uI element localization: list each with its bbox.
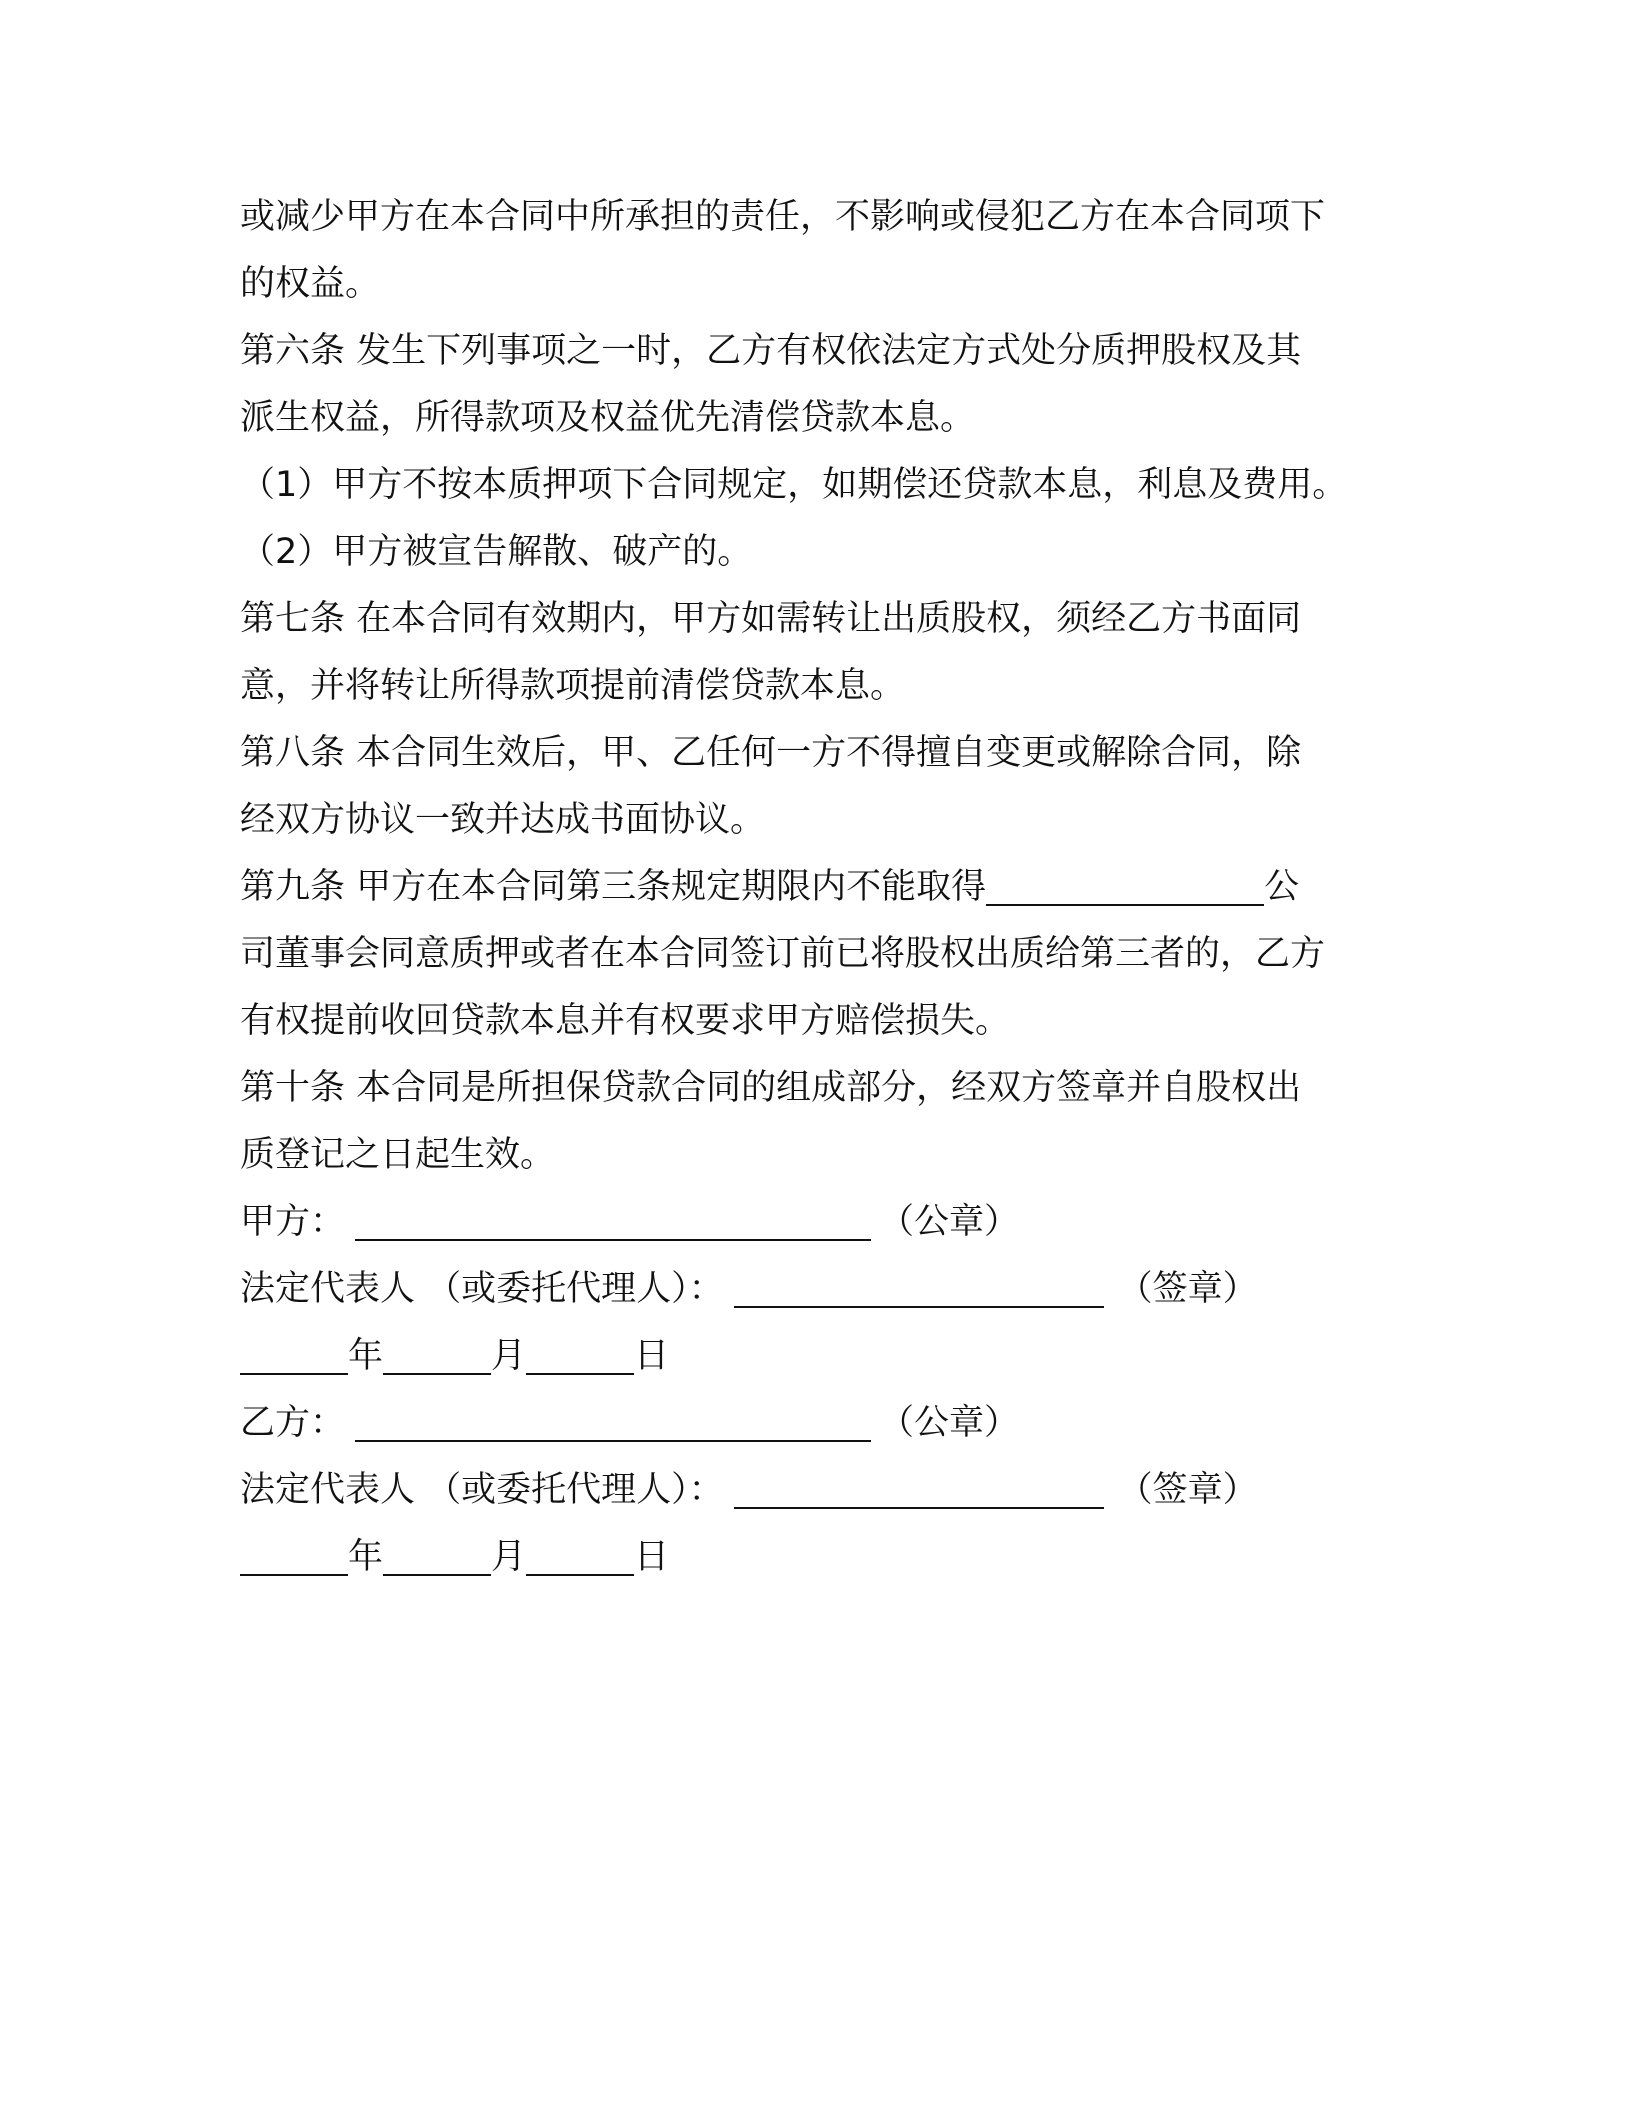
month-label: 月 (491, 1336, 527, 1376)
article-10-line: 质登记之日起生效。 (240, 1135, 556, 1175)
party-a-rep-blank[interactable] (734, 1270, 1104, 1308)
article-8-line: 第八条 本合同生效后，甲、乙任何一方不得擅自变更或解除合同，除 (240, 733, 1302, 773)
party-a-rep-row (240, 1265, 1258, 1313)
article-9-text: 第九条 甲方在本合同第三条规定期限内不能取得 (240, 867, 987, 907)
party-b-rep-label: 法定代表人 （或委托代理人）： (240, 1470, 724, 1510)
party-b-month-blank[interactable] (383, 1538, 491, 1576)
party-a-rep-seal-label: （签章） (1117, 1269, 1258, 1309)
party-a-year-blank[interactable] (240, 1337, 348, 1375)
party-b-rep-blank[interactable] (734, 1471, 1104, 1509)
party-a-day-blank[interactable] (526, 1337, 634, 1375)
party-b-day-blank[interactable] (526, 1538, 634, 1576)
paragraph-line: 的权益。 (240, 264, 381, 304)
article-9-line: 司董事会同意质押或者在本合同签订前已将股权出质给第三者的，乙方 (240, 934, 1326, 974)
article-7-line: 第七条 在本合同有效期内，甲方如需转让出质股权，须经乙方书面同 (240, 599, 1302, 639)
article-7-line: 意，并将转让所得款项提前清偿贷款本息。 (240, 666, 906, 706)
article-9-text-end: 公 (1264, 867, 1300, 907)
party-a-rep-label: 法定代表人 （或委托代理人）： (240, 1269, 724, 1309)
party-b-year-blank[interactable] (240, 1538, 348, 1576)
party-b-date-row (240, 1533, 669, 1581)
party-b-label: 乙方： (240, 1403, 346, 1443)
party-b-rep-row (240, 1466, 1258, 1514)
article-6-line: 派生权益，所得款项及权益优先清偿贷款本息。 (240, 398, 976, 438)
day-label: 日 (634, 1336, 670, 1376)
day-label: 日 (634, 1537, 670, 1577)
party-b-name-blank[interactable] (355, 1404, 871, 1442)
paragraph-line: 或减少甲方在本合同中所承担的责任，不影响或侵犯乙方在本合同项下 (240, 197, 1326, 237)
article-10-line: 第十条 本合同是所担保贷款合同的组成部分，经双方签章并自股权出 (240, 1068, 1302, 1108)
company-name-blank[interactable] (986, 868, 1264, 906)
party-b-rep-seal-label: （签章） (1117, 1470, 1258, 1510)
party-b-seal-label: （公章） (879, 1403, 1020, 1443)
year-label: 年 (348, 1537, 384, 1577)
article-9-line: 有权提前收回贷款本息并有权要求甲方赔偿损失。 (240, 1001, 1011, 1041)
party-b-row (240, 1399, 1019, 1447)
party-a-name-blank[interactable] (355, 1203, 871, 1241)
article-9-line (240, 863, 1299, 911)
party-a-label: 甲方： (240, 1202, 346, 1242)
party-a-seal-label: （公章） (879, 1202, 1020, 1242)
party-a-month-blank[interactable] (383, 1337, 491, 1375)
party-a-date-row (240, 1332, 669, 1380)
month-label: 月 (491, 1537, 527, 1577)
article-6-item-2: （2）甲方被宣告解散、破产的。 (240, 532, 753, 572)
year-label: 年 (348, 1336, 384, 1376)
article-6-item-1: （1）甲方不按本质押项下合同规定，如期偿还贷款本息，利息及费用。 (240, 465, 1348, 505)
article-8-line: 经双方协议一致并达成书面协议。 (240, 800, 766, 840)
article-6-line: 第六条 发生下列事项之一时，乙方有权依法定方式处分质押股权及其 (240, 331, 1302, 371)
party-a-row (240, 1198, 1019, 1246)
